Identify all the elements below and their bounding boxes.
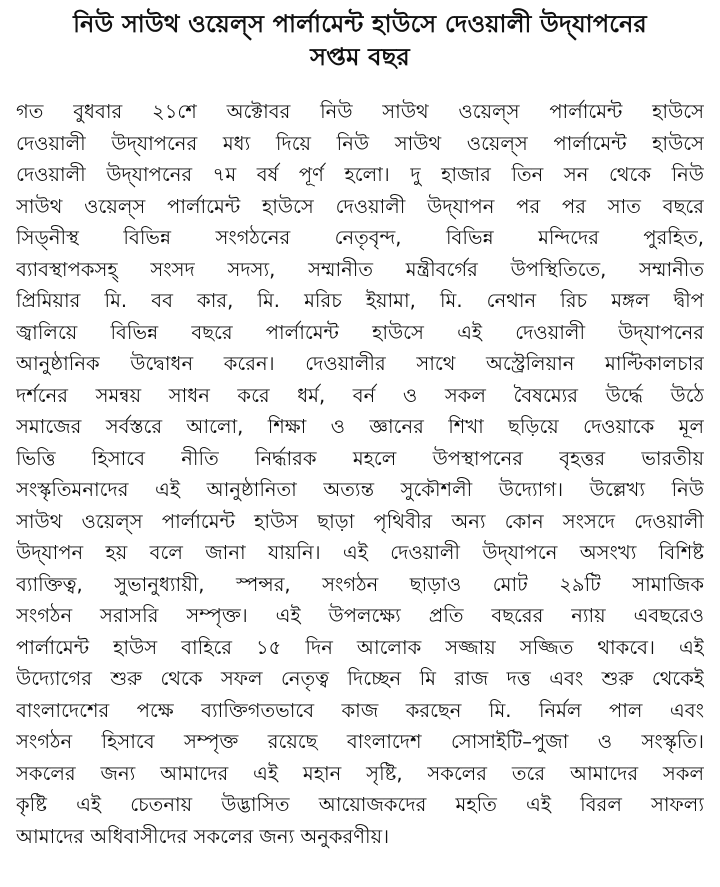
- body-line-last: আমাদের অধিবাসীদের সকলের জন্য অনুকরণীয়।: [16, 824, 390, 848]
- body-line: ব্যাবস্থাপকসহ্ সংসদ সদস্য, সম্মানীত মন্ত্রীবর্গের উপস্থিতিতে, সম্মানীত: [16, 257, 704, 281]
- body-line: ভিত্তি হিসাবে নীতি নির্দ্ধারক মহলে উপস্থাপনের বৃহত্তর ভারতীয়: [16, 446, 704, 470]
- body-line: উদ্যোগের শুরু থেকে সফল নেতৃত্ব দিচ্ছেন মি রাজ দত্ত এবং শুরু থেকেই: [16, 667, 704, 690]
- body-line: প্রিমিয়ার মি. বব কার, মি. মরিচ ইয়ামা, মি. নেথান রিচ মঙ্গল দ্বীপ: [16, 289, 704, 312]
- body-line: সংগঠন সরাসরি সম্পৃক্ত। এই উপলক্ষ্যে প্রতি বছরের ন্যায় এবছরেও: [16, 604, 704, 627]
- body-line: দর্শনের সমন্বয় সাধন করে ধর্ম, বর্ন ও সকল বৈষম্যের উর্দ্ধে উঠে: [16, 383, 704, 407]
- body-line: দেওয়ালী উদ্‌যাপনের ৭ম বর্ষ পূর্ণ হলো। দু হাজার তিন সন থেকে নিউ: [16, 163, 704, 186]
- body-line: সংগঠন হিসাবে সম্পৃক্ত রয়েছে বাংলাদেশ সোসাইটি–পুজা ও সংস্কৃতি।: [16, 730, 704, 753]
- article-body: [16, 96, 704, 852]
- body-line: দেওয়ালী উদ্‌যাপনের মধ্য দিয়ে নিউ সাউথ ওয়েল্স পার্লামেন্ট হাউসে: [16, 131, 704, 155]
- body-line: সংস্কৃতিমনাদের এই আনুষ্ঠানিতা অত্যন্ত সুকৌশলী উদ্যোগ। উল্লেখ্য নিউ: [16, 478, 704, 501]
- body-line: বাংলাদেশের পক্ষে ব্যাক্তিগতভাবে কাজ করছেন মি. নির্মল পাল এবং: [16, 698, 704, 722]
- article-headline: [16, 0, 704, 74]
- body-line: সকলের জন্য আমাদের এই মহান সৃষ্টি, সকলের তরে আমাদের সকল: [16, 761, 704, 785]
- headline-line-2: সপ্তম বছর: [310, 43, 410, 71]
- body-line: সাউথ ওয়েল্স পার্লামেন্ট হাউস ছাড়া পৃথিবীর অন্য কোন সংসদে দেওয়ালী: [16, 509, 704, 533]
- body-line: সিড্‌নীস্থ বিভিন্ন সংগঠনের নেতৃবৃন্দ, বিভিন্ন মন্দিদের পুরহিত,: [16, 226, 704, 249]
- body-line: পার্লামেন্ট হাউস বাহিরে ১৫ দিন আলোক সজ্জায় সজ্জিত থাকবে। এই: [16, 635, 704, 659]
- body-line: ব্যাক্তিত্ব, সুভানুধ্যায়ী, স্পন্সর, সংগঠন ছাড়াও মোট ২৯টি সামাজিক: [16, 572, 704, 596]
- body-line: জ্বালিয়ে বিভিন্ন বছরে পার্লামেন্ট হাউসে এই দেওয়ালী উদ্‌যাপনের: [16, 320, 704, 344]
- body-line: আনুষ্ঠানিক উদ্বোধন করেন। দেওয়ালীর সাথে অস্ট্রেলিয়ান মাল্টিকালচার: [16, 352, 704, 375]
- body-line: গত বুধবার ২১শে অক্টোবর নিউ সাউথ ওয়েল্স পার্লামেন্ট হাউসে: [16, 100, 704, 123]
- body-line: উদ্‌যাপন হয় বলে জানা যায়নি। এই দেওয়ালী উদ্‌যাপনে অসংখ্য বিশিষ্ট: [16, 541, 704, 564]
- body-line: কৃষ্টি এই চেতনায় উদ্ভাসিত আয়োজকদের মহতি এই বিরল সাফল্য: [16, 793, 704, 816]
- body-line: সমাজের সর্বস্তরে আলো, শিক্ষা ও জ্ঞানের শিখা ছড়িয়ে দেওয়াকে মূল: [16, 415, 704, 438]
- body-line: সাউথ ওয়েল্স পার্লামেন্ট হাউসে দেওয়ালী উদ্‌যাপন পর পর সাত বছরে: [16, 194, 704, 218]
- headline-line-1: নিউ সাউথ ওয়েল্স পার্লামেন্ট হাউসে দেওয়ালী উদ্‌যাপনের: [73, 10, 647, 38]
